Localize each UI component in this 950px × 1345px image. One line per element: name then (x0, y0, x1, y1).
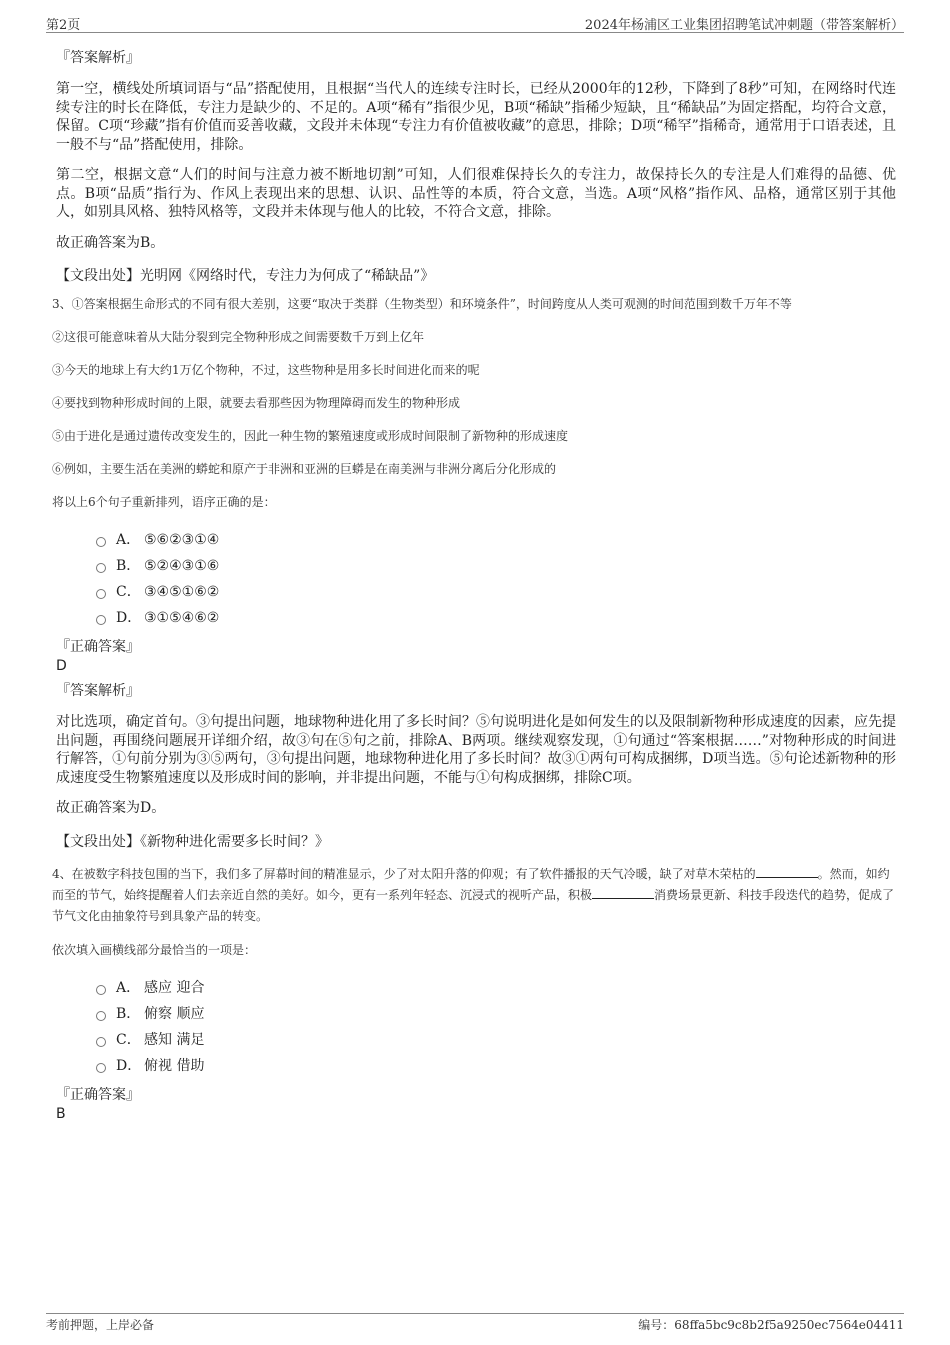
q2-conclusion: 故正确答案为B。 (56, 234, 165, 251)
radio-icon[interactable] (96, 589, 106, 599)
q2-analysis-label: 『答案解析』 (56, 50, 140, 66)
q4-option-d[interactable]: D． 俯视 借助 (96, 1053, 896, 1079)
q3-options (96, 527, 896, 631)
blank-line (592, 886, 654, 899)
page-footer (46, 1313, 904, 1334)
blank-line (756, 865, 818, 878)
q4-answer: B (56, 1105, 66, 1122)
q4-option-a[interactable]: A． 感应 迎合 (96, 975, 896, 1001)
radio-icon[interactable] (96, 563, 106, 573)
document-title: 2024年杨浦区工业集团招聘笔试冲刺题（带答案解析） (584, 18, 904, 33)
q3-analysis-label: 『答案解析』 (56, 683, 140, 699)
radio-icon[interactable] (96, 1011, 106, 1021)
q3-option-b[interactable]: B． ⑤②④③①⑥ (96, 553, 896, 579)
radio-icon[interactable] (96, 1063, 106, 1073)
page-header (46, 12, 904, 33)
q3-prompt: 将以上6个句子重新排列，语序正确的是： (52, 495, 276, 509)
q2-analysis-para-2: 第二空，根据文意“人们的时间与注意力被不断地切割”可知，人们很难保持长久的专注力，故保持长久的专注是人们难得的品德、优点。B项“品质”指行为、作风上表现出来的思想、认识、品性等的本质，符合文意，当选。A项“风格”指作风、品格，通常区别于其他人，如别具风格、独特风格等，文段并未体现与他人的比较，不符合文意，排除。 (56, 167, 896, 220)
q4-stem: 4、在被数字科技包围的当下，我们多了屏幕时间的精准显示，少了对太阳升落的仰观；有了软件播报的天气冷暖，缺了对草木荣枯的 。然而，如约而至的节气，始终提醒着人们去亲近自然的美好。如今，更有一系列年轻态、沉浸式的视听产品，积极 消费场景更新、科技手段迭代的趋势，促成了节气文化由抽象符号到具象产品的转变。 (52, 866, 895, 923)
page-content (52, 40, 896, 1123)
footer-slogan: 考前押题，上岸必备 (46, 1318, 155, 1332)
q4-options (96, 975, 896, 1079)
q3-sentence-6: ⑥例如，主要生活在美洲的蟒蛇和原产于非洲和亚洲的巨蟒是在南美洲与非洲分离后分化形成的 (52, 462, 557, 476)
q4-option-b[interactable]: B． 俯察 顺应 (96, 1001, 896, 1027)
q3-stem: 3、①答案根据生命形式的不同有很大差别，这要“取决于类群（生物类型）和环境条件”，时间跨度从人类可观测的时间范围到数千万年不等 (52, 297, 792, 311)
q3-answer: D (56, 658, 67, 674)
q4-prompt: 依次填入画横线部分最恰当的一项是： (52, 942, 257, 957)
q3-sentence-2: ②这很可能意味着从大陆分裂到完全物种形成之间需要数千万到上亿年 (52, 330, 425, 344)
radio-icon[interactable] (96, 615, 106, 625)
radio-icon[interactable] (96, 537, 106, 547)
q3-conclusion: 故正确答案为D。 (56, 800, 166, 816)
q3-option-c[interactable]: C． ③④⑤①⑥② (96, 579, 896, 605)
q3-sentence-4: ④要找到物种形成时间的上限，就要去看那些因为物理障碍而发生的物种形成 (52, 396, 461, 410)
page-number: 第2页 (46, 18, 81, 33)
q3-option-d[interactable]: D． ③①⑤④⑥② (96, 605, 896, 631)
footer-code: 编号：68ffa5bc9c8b2f5a9250ec7564e04411 (638, 1318, 904, 1332)
q3-source: 【文段出处】《新物种进化需要多长时间？》 (56, 833, 329, 850)
q3-analysis: 对比选项，确定首句。③句提出问题，地球物种进化用了多长时间？⑤句说明进化是如何发生的以及限制新物种形成速度的因素，应先提出问题，再围绕问题展开详细介绍，故③句在⑤句之前，排除A、B两项。继续观察发现，①句通过“答案根据……”对物种形成的时间进行解答，①句前分别为③⑤两句，③句提出问题，地球物种进化用了多长时间？故③①两句可构成捆绑，D项当选。⑤句论述新物种的形成速度受生物繁殖速度以及形成时间的影响，并非提出问题，不能与①句构成捆绑，排除C项。 (56, 714, 896, 786)
q4-answer-label: 『正确答案』 (56, 1086, 140, 1103)
q2-source: 【文段出处】光明网《网络时代，专注力为何成了“稀缺品”》 (56, 268, 435, 284)
q3-answer-label: 『正确答案』 (56, 639, 140, 655)
q3-option-a[interactable]: A． ⑤⑥②③①④ (96, 527, 896, 553)
radio-icon[interactable] (96, 1037, 106, 1047)
radio-icon[interactable] (96, 985, 106, 995)
q4-option-c[interactable]: C． 感知 满足 (96, 1027, 896, 1053)
q3-sentence-3: ③今天的地球上有大约1万亿个物种，不过，这些物种是用多长时间进化而来的呢 (52, 363, 480, 377)
q2-analysis-para-1: 第一空，横线处所填词语与“品”搭配使用，且根据“当代人的连续专注时长，已经从2000年的12秒，下降到了8秒”可知，在网络时代连续专注的时长在降低，专注力是缺少的、不足的。A项“稀有”指很少见，B项“稀缺”指稀少短缺，且“稀缺品”为固定搭配，均符合文意，保留。C项“珍藏”指有价值而妥善收藏，文段并未体现“专注力有价值被收藏”的意思，排除；D项“稀罕”指稀奇，通常用于口语表述，且一般不与“品”搭配使用，排除。 (56, 81, 896, 153)
q3-sentence-5: ⑤由于进化是通过遗传改变发生的，因此一种生物的繁殖速度或形成时间限制了新物种的形成速度 (52, 429, 569, 443)
